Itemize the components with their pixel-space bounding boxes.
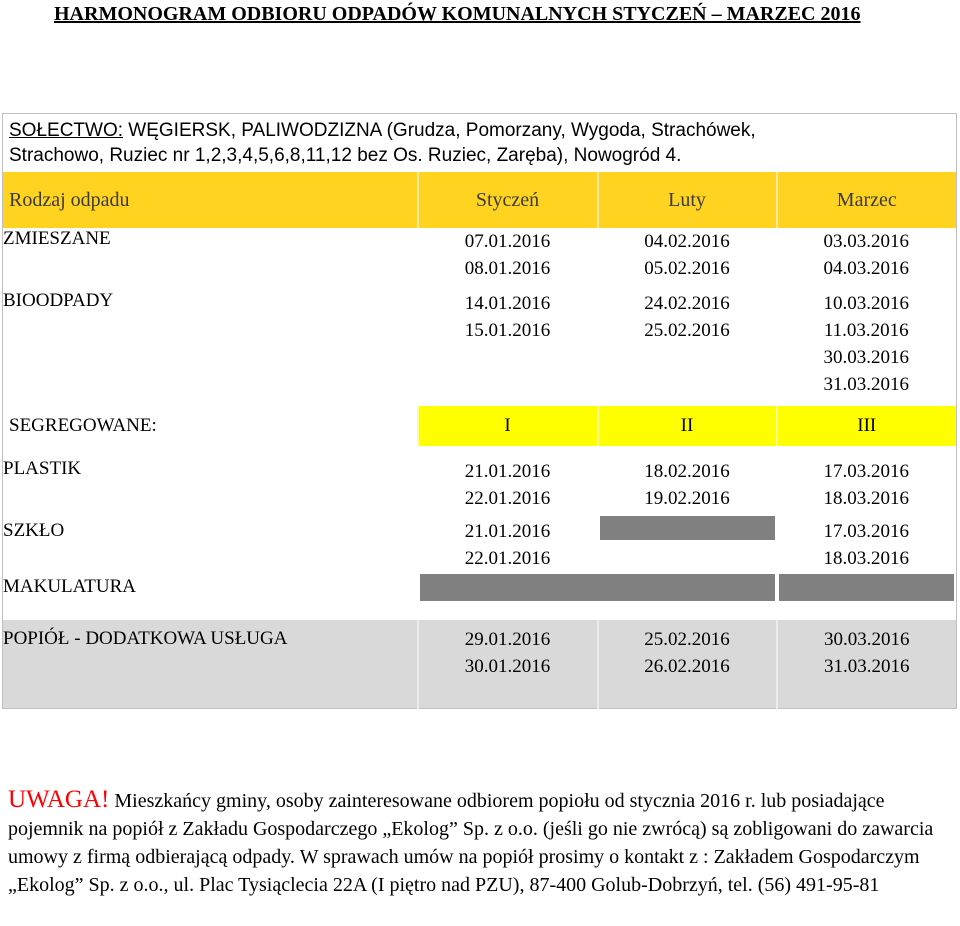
row-label-segregowane: SEGREGOWANE:: [3, 406, 418, 446]
row-label-szklo: SZKŁO: [3, 520, 65, 541]
row-popiol: [3, 620, 957, 708]
row-segregowane: [3, 406, 957, 446]
date-value: 21.01.2016: [464, 461, 551, 482]
date-value: 31.03.2016: [823, 374, 910, 395]
date-value: 17.03.2016: [823, 521, 910, 542]
column-header-row: [3, 172, 957, 228]
notice-paragraph: [8, 786, 958, 899]
dates-szklo-feb: [598, 512, 777, 574]
segregowane-feb: II: [598, 406, 777, 446]
solectwo-label: SOŁECTWO:: [9, 120, 124, 141]
dates-popiol-feb: [598, 620, 777, 708]
dates-popiol-jan: [418, 620, 598, 708]
date-value: 03.03.2016: [823, 231, 910, 252]
dates-zmieszane-jan: [418, 228, 598, 290]
date-value: 15.01.2016: [464, 320, 551, 341]
date-value: 31.03.2016: [824, 656, 910, 677]
dates-bioodpady-mar: [777, 290, 957, 406]
row-label-makulatura: MAKULATURA: [3, 576, 136, 597]
date-value: 18.02.2016: [644, 461, 730, 482]
dates-szklo-jan: [418, 512, 598, 574]
notice-warning: UWAGA!: [8, 786, 110, 813]
dates-plastik-jan: [418, 446, 598, 512]
date-value: 26.02.2016: [644, 656, 730, 677]
date-value: 30.03.2016: [824, 629, 910, 650]
date-value: 24.02.2016: [644, 293, 730, 314]
column-header-mar: Marzec: [777, 172, 957, 228]
date-value: 25.02.2016: [644, 320, 730, 341]
makulatura-mar: [777, 574, 957, 620]
makulatura-jan-feb: [418, 574, 777, 620]
solectwo-cell: [3, 114, 957, 173]
row-label-zmieszane: ZMIESZANE: [3, 228, 111, 249]
row-bioodpady: [3, 290, 957, 406]
solectwo-line1: WĘGIERSK, PALIWODZIZNA (Grudza, Pomorzany, Wygoda, Strachówek,: [123, 120, 756, 141]
date-value: 05.02.2016: [644, 258, 730, 279]
dates-bioodpady-jan: [418, 290, 598, 406]
dates-bioodpady-feb: [598, 290, 777, 406]
date-value: 21.01.2016: [464, 521, 551, 542]
column-header-feb: Luty: [598, 172, 777, 228]
date-value: 18.03.2016: [823, 488, 910, 509]
date-value: 22.01.2016: [464, 548, 551, 569]
segregowane-jan: I: [418, 406, 598, 446]
row-label-plastik: PLASTIK: [3, 458, 82, 479]
dates-szklo-mar: [777, 512, 957, 574]
notice-text: Mieszkańcy gminy, osoby zainteresowane odbiorem popiołu od stycznia 2016 r. lub posiadające pojemnik na popiół z Zakładu Gospodarczego „Ekolog” Sp. z o.o. (jeśli go nie zwrócą) są zobligowani do zawarcia umowy z firmą odbierającą odpady. W sprawach umów na popiół prosimy o kontakt z : Zakładem Gospodarczym „Ekolog” Sp. z o.o., ul. Plac Tysiąclecia 22A (I piętro nad PZU), 87-400 Golub-Dobrzyń, tel. (56) 491-95-81: [8, 790, 934, 896]
date-value: 11.03.2016: [823, 320, 909, 341]
date-value: 22.01.2016: [464, 488, 551, 509]
row-zmieszane: [3, 228, 957, 290]
row-szklo: [3, 512, 957, 574]
date-value: 19.02.2016: [644, 488, 730, 509]
date-value: 08.01.2016: [464, 258, 551, 279]
date-value: 18.03.2016: [823, 548, 910, 569]
date-value: 14.01.2016: [464, 293, 551, 314]
row-plastik: [3, 446, 957, 512]
row-label-bioodpady: BIOODPADY: [3, 290, 114, 311]
dates-plastik-mar: [777, 446, 957, 512]
column-header-jan: Styczeń: [418, 172, 598, 228]
segregowane-mar: III: [777, 406, 957, 446]
date-value: 30.03.2016: [823, 347, 910, 368]
dates-popiol-mar: [777, 620, 957, 708]
solectwo-header: [3, 114, 957, 173]
dates-plastik-feb: [598, 446, 777, 512]
date-value: 07.01.2016: [464, 231, 551, 252]
schedule-table: [2, 113, 957, 709]
dates-zmieszane-mar: [777, 228, 957, 290]
date-value: 30.01.2016: [464, 656, 551, 677]
date-value: 04.03.2016: [823, 258, 910, 279]
date-value: 29.01.2016: [464, 629, 551, 650]
date-value: 17.03.2016: [823, 461, 910, 482]
row-makulatura: [3, 574, 957, 620]
unavailable-block: [600, 516, 775, 540]
date-value: 25.02.2016: [644, 629, 730, 650]
date-value: 10.03.2016: [823, 293, 910, 314]
page-title: HARMONOGRAM ODBIORU ODPADÓW KOMUNALNYCH STYCZEŃ – MARZEC 2016: [54, 3, 861, 25]
column-header-type: Rodzaj odpadu: [3, 172, 418, 228]
solectwo-line2: Strachowo, Ruziec nr 1,2,3,4,5,6,8,11,12 bez Os. Ruziec, Zaręba), Nowogród 4.: [9, 145, 682, 166]
unavailable-block: [420, 574, 775, 601]
dates-zmieszane-feb: [598, 228, 777, 290]
row-label-popiol: POPIÓŁ - DODATKOWA USŁUGA: [3, 620, 418, 708]
date-value: 04.02.2016: [644, 231, 730, 252]
unavailable-block: [779, 574, 955, 601]
